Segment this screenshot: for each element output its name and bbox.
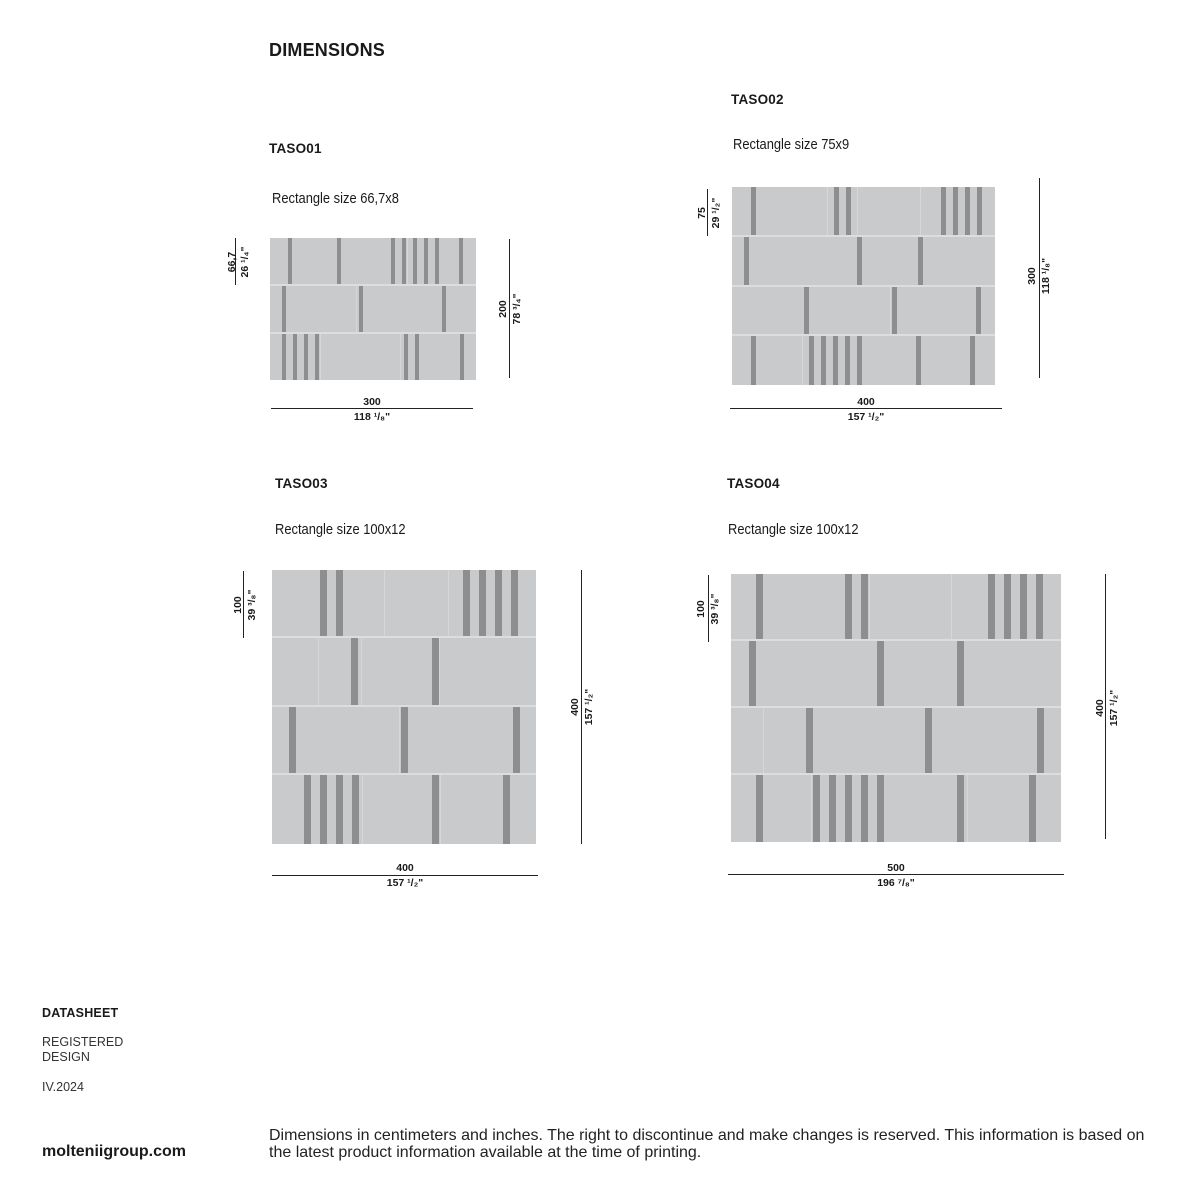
height-in-taso03: 157 ¹/₂" <box>583 688 595 726</box>
model-code-taso01: TASO01 <box>269 141 322 156</box>
date-label: IV.2024 <box>42 1080 84 1094</box>
website-link[interactable]: molteniigroup.com <box>42 1143 186 1160</box>
module-in-taso04: 39 ³/₈" <box>709 593 721 625</box>
rug-drawing-taso03 <box>272 570 536 844</box>
rug-drawing-taso04 <box>731 574 1061 842</box>
height-in-taso01: 78 ³/₄" <box>511 293 523 325</box>
width-in-taso02: 157 ¹/₂" <box>847 411 885 423</box>
width-in-taso03: 157 ¹/₂" <box>386 877 424 889</box>
rect-label-taso04: Rectangle size 100x12 <box>728 521 859 538</box>
registered-line1: REGISTERED <box>42 1035 124 1049</box>
module-cm-taso04: 100 <box>695 600 707 618</box>
module-in-taso01: 26 ¹/₄" <box>239 246 251 278</box>
height-in-taso02: 118 ¹/₈" <box>1040 257 1052 295</box>
width-in-taso01: 118 ¹/₈" <box>353 411 391 423</box>
datasheet-label: DATASHEET <box>42 1006 119 1020</box>
module-cm-taso02: 75 <box>696 207 708 219</box>
model-code-taso02: TASO02 <box>731 92 784 107</box>
height-cm-taso04: 400 <box>1094 699 1106 717</box>
width-in-taso04: 196 ⁷/₈" <box>877 877 915 889</box>
width-cm-taso04: 500 <box>887 862 905 874</box>
model-code-taso04: TASO04 <box>727 476 780 491</box>
page-title: DIMENSIONS <box>269 40 386 60</box>
width-cm-taso02: 400 <box>857 396 875 408</box>
module-in-taso03: 39 ³/₈" <box>246 589 258 621</box>
module-cm-taso01: 66,7 <box>226 251 238 273</box>
module-cm-taso03: 100 <box>232 596 244 614</box>
rect-label-taso02: Rectangle size 75x9 <box>733 136 850 153</box>
height-cm-taso01: 200 <box>497 300 509 318</box>
registered-line2: DESIGN <box>42 1050 90 1064</box>
height-in-taso04: 157 ¹/₂" <box>1108 689 1120 727</box>
module-in-taso02: 29 ¹/₂" <box>710 197 722 229</box>
disclaimer-text: Dimensions in centimeters and inches. The right to discontinue and make changes is reserved. This information is based on the latest product information available at the time of printing. <box>269 1127 1145 1161</box>
height-cm-taso03: 400 <box>569 698 581 716</box>
width-cm-taso01: 300 <box>363 396 381 408</box>
height-cm-taso02: 300 <box>1026 267 1038 285</box>
width-cm-taso03: 400 <box>396 862 414 874</box>
model-code-taso03: TASO03 <box>275 476 328 491</box>
rect-label-taso03: Rectangle size 100x12 <box>275 521 406 538</box>
rug-drawing-taso02 <box>732 187 995 385</box>
rug-drawing-taso01 <box>270 238 476 380</box>
rect-label-taso01: Rectangle size 66,7x8 <box>272 190 399 207</box>
